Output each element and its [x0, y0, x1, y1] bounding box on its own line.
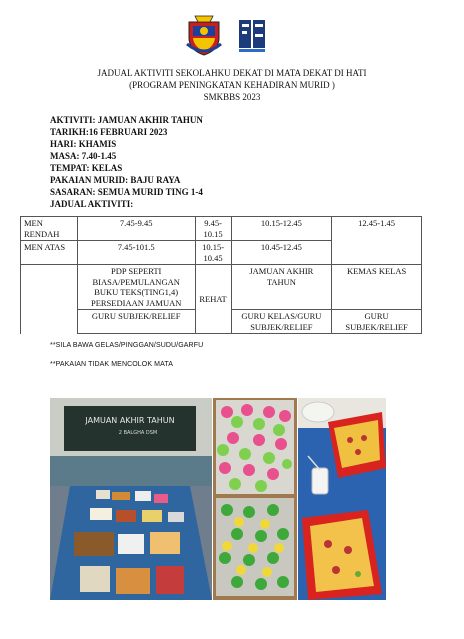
- document-header: [0, 67, 464, 103]
- board-subtext: 2 BALGHA DSM: [118, 430, 158, 436]
- school-crest-logo: [185, 14, 223, 56]
- table-cell: MEN RENDAH: [21, 217, 78, 241]
- table-cell: KEMAS KELAS: [332, 265, 422, 310]
- note-dress-code: **PAKAIAN TIDAK MENCOLOK MATA: [50, 361, 173, 368]
- kuih-photo: [213, 398, 297, 600]
- header-subtitle: (PROGRAM PENINGKATAN KEHADIRAN MURID ): [129, 80, 335, 90]
- table-cell: 10.15-10.45: [195, 241, 231, 265]
- table-cell: GURU KELAS/GURU SUBJEK/RELIEF: [231, 310, 332, 334]
- detail-pakaian: PAKAIAN MURID: BAJU RAYA: [50, 175, 181, 185]
- table-cell: MEN ATAS: [21, 241, 78, 265]
- table-cell: 12.45-1.45: [332, 217, 422, 265]
- schedule-table: [20, 216, 422, 334]
- detail-tarikh: TARIKH:16 FEBRUARI 2023: [50, 127, 168, 137]
- table-cell: 10.45-12.45: [231, 241, 332, 265]
- activity-details: [50, 114, 203, 210]
- table-cell: [21, 265, 78, 334]
- table-cell: 10.15-12.45: [231, 217, 332, 241]
- detail-masa: MASA: 7.40-1.45: [50, 151, 117, 161]
- classroom-photo: [50, 398, 212, 600]
- table-cell: PDP SEPERTI BIASA/PEMULANGAN BUKU TEKS(TING1,4) PERSEDIAAN JAMUAN: [77, 265, 195, 310]
- detail-tempat: TEMPAT: KELAS: [50, 163, 123, 173]
- table-cell: 7.45-9.45: [77, 217, 195, 241]
- detail-sasaran: SASARAN: SEMUA MURID TING 1-4: [50, 187, 203, 197]
- detail-hari: HARI: KHAMIS: [50, 139, 117, 149]
- table-cell: GURU SUBJEK/RELIEF: [332, 310, 422, 334]
- table-cell: 9.45-10.15: [195, 217, 231, 241]
- table-row: [21, 217, 422, 241]
- board-text: JAMUAN AKHIR TAHUN: [85, 416, 175, 425]
- header-school: SMKBBS 2023: [203, 92, 261, 102]
- table-cell: GURU SUBJEK/RELIEF: [77, 310, 195, 334]
- detail-aktiviti: AKTIVITI: JAMUAN AKHIR TAHUN: [50, 115, 203, 125]
- pizza-photo: [298, 398, 386, 600]
- table-cell: JAMUAN AKHIR TAHUN: [231, 265, 332, 310]
- detail-jadual: JADUAL AKTIVITI:: [50, 199, 134, 209]
- table-row: [21, 265, 422, 310]
- table-cell: REHAT: [195, 265, 231, 334]
- table-cell: 7.45-101.5: [77, 241, 195, 265]
- ministry-logo: [236, 14, 268, 54]
- note-bring-utensils: **SILA BAWA GELAS/PINGGAN/SUDU/GARFU: [50, 342, 204, 349]
- header-title: JADUAL AKTIVITI SEKOLAHKU DEKAT DI MATA DEKAT DI HATI: [97, 68, 367, 78]
